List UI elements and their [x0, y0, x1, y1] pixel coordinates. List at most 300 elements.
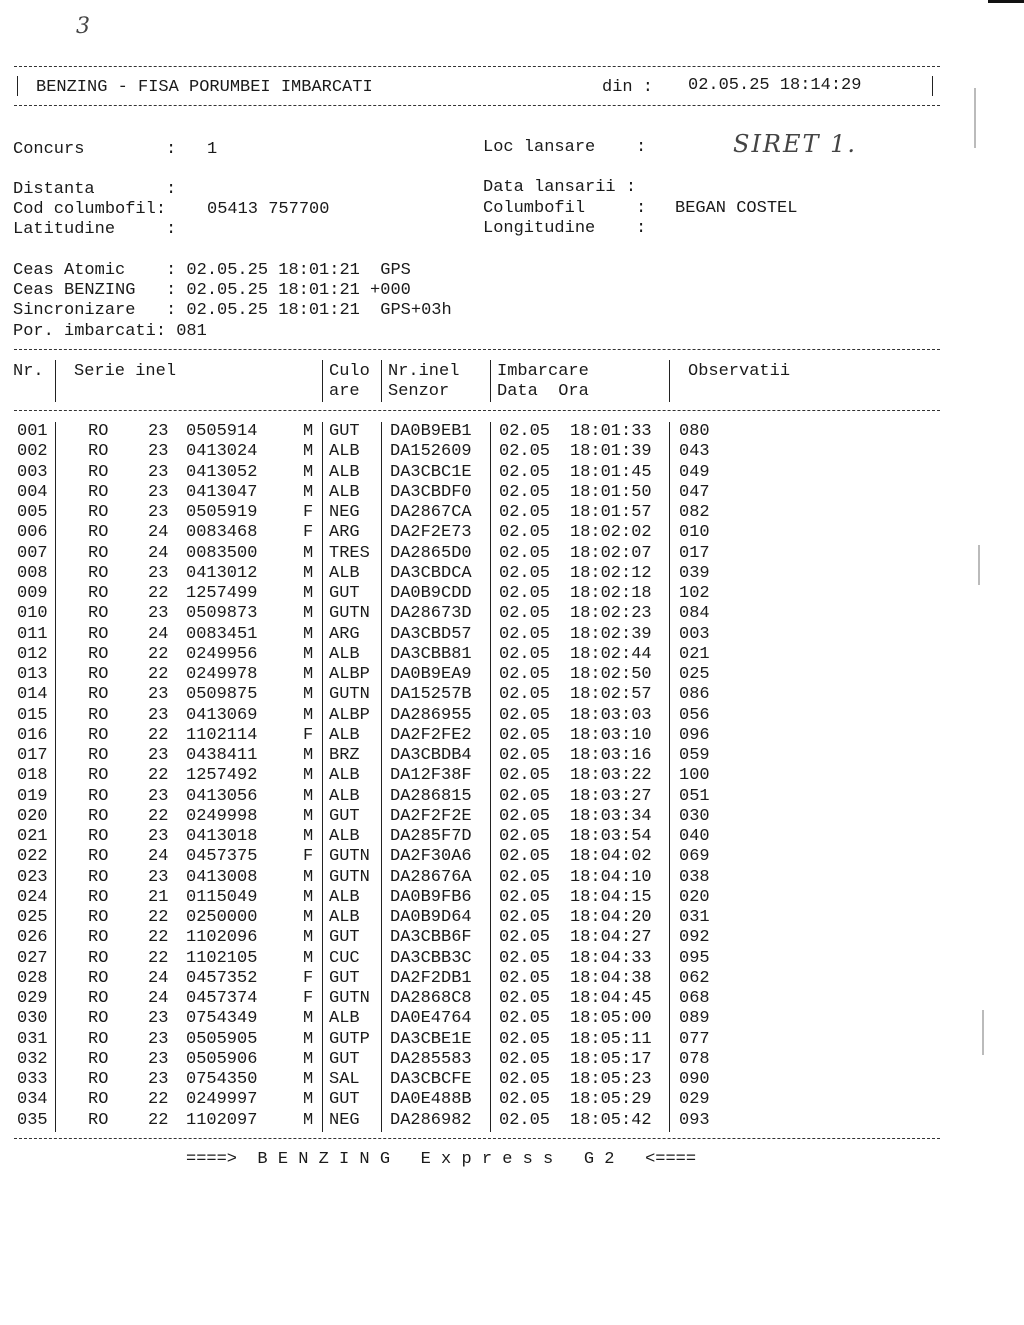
row-year: 23	[148, 422, 169, 441]
row-date: 02.05	[499, 665, 551, 684]
loc-lansare-label: Loc lansare :	[483, 138, 647, 157]
row-ring-number: 0438411	[186, 746, 258, 765]
table-row	[0, 706, 940, 726]
row-sex: M	[303, 786, 314, 806]
row-observation: 020	[679, 887, 710, 907]
table-row	[0, 665, 940, 685]
table-row	[0, 868, 940, 888]
table-row	[0, 807, 940, 827]
document-title: BENZING - FISA PORUMBEI IMBARCATI	[36, 78, 373, 97]
row-country: RO	[88, 1009, 109, 1029]
row-color: ALBP	[329, 665, 370, 684]
row-ring-number: 1102097	[186, 1110, 258, 1130]
row-sex: F	[303, 968, 314, 988]
row-sensor: DA0B9EB1	[390, 422, 472, 441]
row-year: 22	[148, 766, 169, 786]
row-nr: 004	[17, 482, 48, 502]
row-year: 22	[148, 1110, 169, 1130]
row-ring-number: 0505919	[186, 503, 258, 522]
row-date: 02.05	[499, 523, 551, 543]
row-date: 02.05	[499, 584, 551, 603]
header-right-bar	[932, 76, 933, 96]
row-ring-number: 0413069	[186, 705, 258, 725]
row-observation: 017	[679, 543, 710, 563]
footer-banner: ====> B E N Z I N G E x p r e s s G 2 <====	[186, 1150, 697, 1169]
row-observation: 049	[679, 462, 710, 482]
row-country: RO	[88, 1090, 109, 1110]
row-time: 18:04:02	[570, 847, 652, 867]
row-sex: M	[303, 604, 314, 624]
row-time: 18:05:23	[570, 1070, 652, 1089]
row-nr: 034	[17, 1090, 48, 1110]
row-time: 18:05:42	[570, 1110, 652, 1130]
row-sensor: DA0B9D64	[390, 908, 472, 927]
row-year: 23	[148, 604, 169, 624]
row-country: RO	[88, 766, 109, 786]
row-color: ALB	[329, 644, 360, 664]
row-nr: 008	[17, 563, 48, 583]
row-time: 18:02:23	[570, 604, 652, 624]
row-country: RO	[88, 1070, 109, 1089]
row-country: RO	[88, 989, 109, 1008]
row-nr: 002	[17, 442, 48, 462]
row-country: RO	[88, 928, 109, 948]
row-sensor: DA28676A	[390, 867, 472, 887]
ceas-benzing-line: Ceas BENZING : 02.05.25 18:01:21 +000	[13, 281, 411, 300]
row-country: RO	[88, 543, 109, 563]
row-date: 02.05	[499, 543, 551, 563]
row-sex: M	[303, 563, 314, 583]
row-sex: M	[303, 482, 314, 502]
row-color: GUT	[329, 422, 360, 441]
row-observation: 030	[679, 806, 710, 826]
row-time: 18:04:33	[570, 948, 652, 968]
table-row	[0, 483, 940, 503]
row-date: 02.05	[499, 685, 551, 705]
header-sep-5	[669, 360, 670, 402]
row-sex: F	[303, 725, 314, 745]
cod-columbofil-value: 05413 757700	[207, 200, 330, 219]
header-left-bar	[17, 76, 18, 96]
row-year: 23	[148, 442, 169, 462]
row-sex: M	[303, 1090, 314, 1110]
row-year: 23	[148, 462, 169, 482]
row-date: 02.05	[499, 786, 551, 806]
row-sex: M	[303, 705, 314, 725]
row-ring-number: 0505905	[186, 1029, 258, 1049]
row-sex: F	[303, 523, 314, 543]
table-row	[0, 564, 940, 584]
row-time: 18:02:18	[570, 584, 652, 603]
row-date: 02.05	[499, 624, 551, 644]
row-date: 02.05	[499, 604, 551, 624]
row-ring-number: 0083468	[186, 523, 258, 543]
row-time: 18:02:50	[570, 665, 652, 684]
row-observation: 077	[679, 1029, 710, 1049]
row-sensor: DA3CBE1E	[390, 1029, 472, 1049]
row-sensor: DA286815	[390, 786, 472, 806]
table-row	[0, 645, 940, 665]
row-color: GUT	[329, 806, 360, 826]
row-sex: M	[303, 422, 314, 441]
row-sex: M	[303, 806, 314, 826]
header-sep-3	[381, 360, 382, 402]
row-country: RO	[88, 604, 109, 624]
page-number-mark: 3	[76, 14, 92, 39]
row-date: 02.05	[499, 1090, 551, 1110]
row-time: 18:05:29	[570, 1090, 652, 1110]
data-lansarii-label: Data lansarii :	[483, 178, 637, 197]
row-observation: 031	[679, 908, 710, 927]
row-observation: 040	[679, 827, 710, 846]
row-nr: 024	[17, 887, 48, 907]
header-sep-2	[322, 360, 323, 402]
row-sensor: DA0E488B	[390, 1090, 472, 1110]
row-year: 23	[148, 563, 169, 583]
row-sensor: DA2F2E73	[390, 523, 472, 543]
row-nr: 019	[17, 786, 48, 806]
row-color: ALB	[329, 887, 360, 907]
row-nr: 021	[17, 827, 48, 846]
row-date: 02.05	[499, 644, 551, 664]
row-observation: 069	[679, 847, 710, 867]
row-color: NEG	[329, 1110, 360, 1130]
row-sex: M	[303, 1070, 314, 1089]
row-year: 22	[148, 725, 169, 745]
print-datetime: 02.05.25 18:14:29	[688, 76, 862, 95]
row-ring-number: 0413056	[186, 786, 258, 806]
table-row	[0, 544, 940, 564]
table-row	[0, 442, 940, 462]
row-date: 02.05	[499, 462, 551, 482]
row-time: 18:04:20	[570, 908, 652, 927]
row-color: ALB	[329, 908, 360, 927]
header-sep-1	[55, 360, 56, 402]
columbofil-value: BEGAN COSTEL	[675, 199, 798, 218]
row-nr: 032	[17, 1049, 48, 1069]
row-sex: M	[303, 665, 314, 684]
table-row	[0, 746, 940, 766]
row-country: RO	[88, 908, 109, 927]
row-year: 23	[148, 827, 169, 846]
row-year: 24	[148, 543, 169, 563]
row-sensor: DA2F30A6	[390, 847, 472, 867]
row-sensor: DA3CBB81	[390, 644, 472, 664]
row-color: GUTN	[329, 685, 370, 705]
row-time: 18:04:15	[570, 887, 652, 907]
row-country: RO	[88, 523, 109, 543]
row-color: CUC	[329, 948, 360, 968]
columbofil-label: Columbofil :	[483, 199, 647, 218]
table-row	[0, 949, 940, 969]
row-country: RO	[88, 806, 109, 826]
row-time: 18:03:16	[570, 746, 652, 765]
row-time: 18:01:39	[570, 442, 652, 462]
row-country: RO	[88, 685, 109, 705]
row-year: 21	[148, 887, 169, 907]
row-sensor: DA2F2FE2	[390, 725, 472, 745]
row-color: ALB	[329, 1009, 360, 1029]
row-observation: 056	[679, 705, 710, 725]
row-time: 18:05:17	[570, 1049, 652, 1069]
row-date: 02.05	[499, 989, 551, 1008]
row-color: GUTP	[329, 1029, 370, 1049]
row-color: ALB	[329, 725, 360, 745]
row-observation: 080	[679, 422, 710, 441]
row-time: 18:03:03	[570, 705, 652, 725]
row-sensor: DA0E4764	[390, 1009, 472, 1029]
row-date: 02.05	[499, 563, 551, 583]
row-sensor: DA2867CA	[390, 503, 472, 522]
row-ring-number: 0754350	[186, 1070, 258, 1089]
row-sensor: DA2868C8	[390, 989, 472, 1008]
row-observation: 029	[679, 1090, 710, 1110]
row-country: RO	[88, 847, 109, 867]
row-time: 18:01:57	[570, 503, 652, 522]
row-ring-number: 0457374	[186, 989, 258, 1008]
row-year: 23	[148, 746, 169, 765]
row-sensor: DA2F2F2E	[390, 806, 472, 826]
row-color: GUT	[329, 968, 360, 988]
longitudine-label: Longitudine :	[483, 219, 647, 238]
scan-artifact	[974, 88, 976, 148]
row-time: 18:02:07	[570, 543, 652, 563]
row-nr: 009	[17, 584, 48, 603]
row-nr: 028	[17, 968, 48, 988]
row-sensor: DA3CBD57	[390, 624, 472, 644]
row-ring-number: 0083451	[186, 624, 258, 644]
row-sensor: DA28673D	[390, 604, 472, 624]
row-color: ALB	[329, 482, 360, 502]
row-sensor: DA3CBDCA	[390, 563, 472, 583]
row-date: 02.05	[499, 442, 551, 462]
row-time: 18:04:10	[570, 867, 652, 887]
row-sensor: DA3CBB3C	[390, 948, 472, 968]
col-header-imbarcare-1: Imbarcare	[497, 362, 589, 381]
col-header-culoare-2: are	[329, 382, 360, 401]
col-header-nr-inel-1: Nr.inel	[388, 362, 460, 381]
sincronizare-line: Sincronizare : 02.05.25 18:01:21 GPS+03h	[13, 301, 452, 320]
concurs-label: Concurs :	[13, 140, 177, 159]
row-observation: 051	[679, 786, 710, 806]
row-nr: 015	[17, 705, 48, 725]
row-sex: F	[303, 847, 314, 867]
row-year: 23	[148, 705, 169, 725]
row-color: ALB	[329, 766, 360, 786]
row-sensor: DA2F2DB1	[390, 968, 472, 988]
row-year: 22	[148, 1090, 169, 1110]
row-date: 02.05	[499, 705, 551, 725]
table-row	[0, 787, 940, 807]
row-color: GUTN	[329, 847, 370, 867]
row-date: 02.05	[499, 1029, 551, 1049]
row-date: 02.05	[499, 746, 551, 765]
row-country: RO	[88, 644, 109, 664]
row-year: 23	[148, 1029, 169, 1049]
row-time: 18:04:38	[570, 968, 652, 988]
row-country: RO	[88, 442, 109, 462]
row-color: GUT	[329, 1090, 360, 1110]
table-row	[0, 523, 940, 543]
table-row	[0, 422, 940, 442]
row-ring-number: 0505906	[186, 1049, 258, 1069]
row-observation: 090	[679, 1070, 710, 1089]
row-date: 02.05	[499, 1070, 551, 1089]
row-time: 18:02:57	[570, 685, 652, 705]
row-sex: M	[303, 1009, 314, 1029]
row-ring-number: 0509873	[186, 604, 258, 624]
row-country: RO	[88, 968, 109, 988]
table-row	[0, 847, 940, 867]
row-nr: 001	[17, 422, 48, 441]
row-date: 02.05	[499, 867, 551, 887]
row-time: 18:02:44	[570, 644, 652, 664]
row-sex: M	[303, 1049, 314, 1069]
row-sensor: DA152609	[390, 442, 472, 462]
row-date: 02.05	[499, 908, 551, 927]
row-sensor: DA3CBB6F	[390, 928, 472, 948]
row-sensor: DA3CBC1E	[390, 462, 472, 482]
row-ring-number: 1102096	[186, 928, 258, 948]
latitudine-label: Latitudine :	[13, 220, 177, 239]
row-color: GUTN	[329, 604, 370, 624]
row-sex: M	[303, 462, 314, 482]
row-country: RO	[88, 867, 109, 887]
row-ring-number: 0249997	[186, 1090, 258, 1110]
row-nr: 011	[17, 624, 48, 644]
row-ring-number: 0249978	[186, 665, 258, 684]
row-observation: 082	[679, 503, 710, 522]
concurs-value: 1	[207, 140, 218, 159]
row-year: 24	[148, 989, 169, 1008]
row-color: ALB	[329, 786, 360, 806]
row-nr: 027	[17, 948, 48, 968]
row-sensor: DA3CBCFE	[390, 1070, 472, 1089]
row-observation: 062	[679, 968, 710, 988]
row-observation: 010	[679, 523, 710, 543]
row-color: NEG	[329, 503, 360, 522]
row-country: RO	[88, 746, 109, 765]
row-year: 23	[148, 1009, 169, 1029]
row-year: 22	[148, 665, 169, 684]
table-row	[0, 625, 940, 645]
row-country: RO	[88, 1029, 109, 1049]
row-sex: F	[303, 989, 314, 1008]
row-year: 22	[148, 908, 169, 927]
col-header-culoare-1: Culo	[329, 362, 370, 381]
row-year: 22	[148, 948, 169, 968]
row-ring-number: 0413052	[186, 462, 258, 482]
row-country: RO	[88, 462, 109, 482]
row-year: 23	[148, 1070, 169, 1089]
table-row	[0, 503, 940, 523]
table-row	[0, 766, 940, 786]
row-date: 02.05	[499, 766, 551, 786]
row-sensor: DA15257B	[390, 685, 472, 705]
row-year: 22	[148, 644, 169, 664]
row-ring-number: 1257499	[186, 584, 258, 603]
row-observation: 089	[679, 1009, 710, 1029]
table-row	[0, 888, 940, 908]
row-year: 22	[148, 584, 169, 603]
row-country: RO	[88, 725, 109, 745]
row-ring-number: 0413012	[186, 563, 258, 583]
row-sensor: DA0B9CDD	[390, 584, 472, 603]
row-time: 18:03:27	[570, 786, 652, 806]
table-bottom-rule	[14, 1138, 940, 1139]
row-time: 18:02:39	[570, 624, 652, 644]
row-year: 23	[148, 685, 169, 705]
row-time: 18:03:10	[570, 725, 652, 745]
row-observation: 038	[679, 867, 710, 887]
row-date: 02.05	[499, 847, 551, 867]
row-sex: M	[303, 685, 314, 705]
row-date: 02.05	[499, 1049, 551, 1069]
row-sensor: DA3CBDB4	[390, 746, 472, 765]
row-nr: 023	[17, 867, 48, 887]
row-date: 02.05	[499, 725, 551, 745]
row-year: 24	[148, 624, 169, 644]
distanta-label: Distanta :	[13, 180, 177, 199]
row-time: 18:05:11	[570, 1029, 652, 1049]
scan-artifact	[978, 545, 980, 585]
row-observation: 102	[679, 584, 710, 603]
row-ring-number: 0754349	[186, 1009, 258, 1029]
row-time: 18:01:33	[570, 422, 652, 441]
loc-lansare-handwritten: SIRET 1.	[733, 130, 858, 158]
row-ring-number: 0083500	[186, 543, 258, 563]
row-nr: 016	[17, 725, 48, 745]
row-observation: 003	[679, 624, 710, 644]
row-color: ALBP	[329, 705, 370, 725]
table-row	[0, 827, 940, 847]
row-observation: 100	[679, 766, 710, 786]
row-observation: 043	[679, 442, 710, 462]
scan-artifact	[982, 1010, 984, 1055]
row-color: ALB	[329, 563, 360, 583]
row-nr: 010	[17, 604, 48, 624]
row-observation: 095	[679, 948, 710, 968]
row-ring-number: 0249956	[186, 644, 258, 664]
row-sensor: DA12F38F	[390, 766, 472, 786]
row-country: RO	[88, 422, 109, 441]
row-date: 02.05	[499, 827, 551, 846]
row-sex: M	[303, 1029, 314, 1049]
row-sensor: DA285F7D	[390, 827, 472, 846]
ceas-atomic-line: Ceas Atomic : 02.05.25 18:01:21 GPS	[13, 261, 411, 280]
row-ring-number: 0413024	[186, 442, 258, 462]
table-top-rule	[14, 349, 940, 350]
row-ring-number: 0505914	[186, 422, 258, 441]
row-observation: 059	[679, 746, 710, 765]
row-sex: M	[303, 827, 314, 846]
row-ring-number: 0457375	[186, 847, 258, 867]
row-date: 02.05	[499, 422, 551, 441]
row-color: BRZ	[329, 746, 360, 765]
header-sep-4	[490, 360, 491, 402]
table-row	[0, 584, 940, 604]
row-sex: M	[303, 442, 314, 462]
row-nr: 020	[17, 806, 48, 826]
row-time: 18:03:34	[570, 806, 652, 826]
row-sex: M	[303, 867, 314, 887]
row-date: 02.05	[499, 503, 551, 522]
row-nr: 012	[17, 644, 48, 664]
row-date: 02.05	[499, 968, 551, 988]
table-row	[0, 726, 940, 746]
header-top-rule	[14, 66, 940, 67]
row-observation: 021	[679, 644, 710, 664]
